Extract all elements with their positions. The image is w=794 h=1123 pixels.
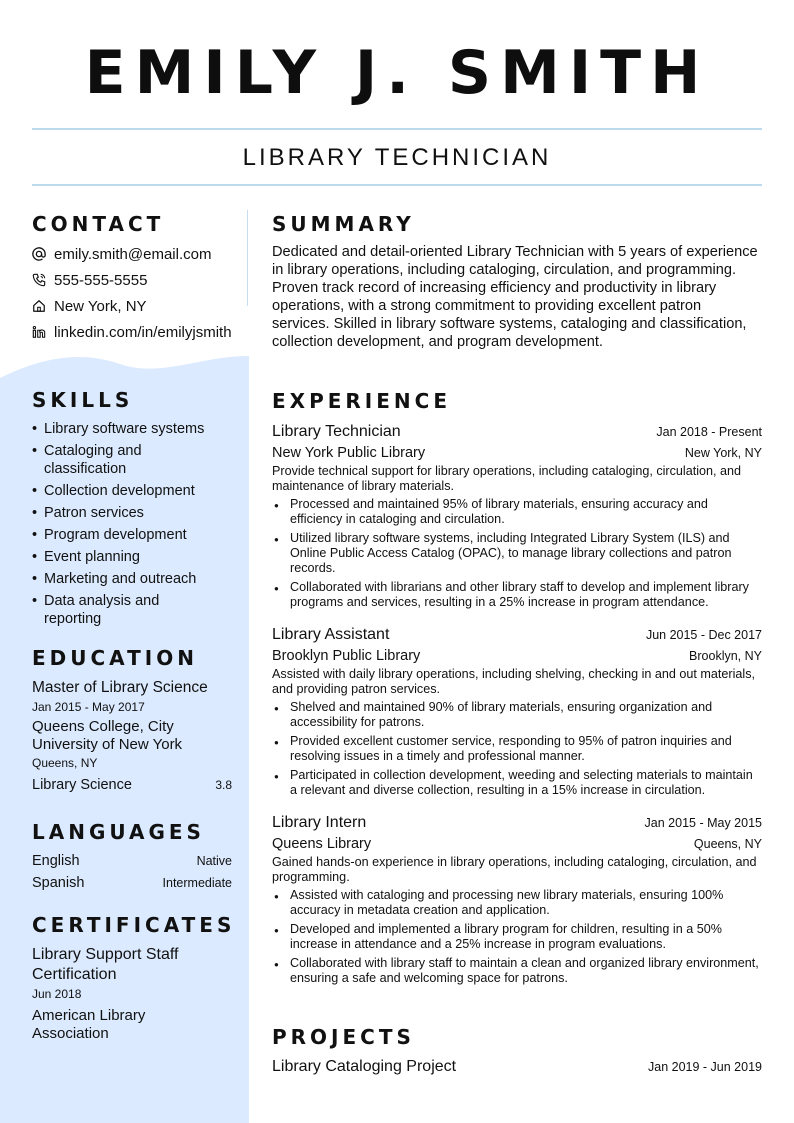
skill-item: • Cataloging and classification (32, 442, 182, 478)
skill-item: • Marketing and outreach (32, 570, 232, 588)
certificate-name: Library Support Staff Certification (32, 946, 179, 983)
job-entry (272, 626, 762, 798)
summary-heading: SUMMARY (272, 212, 415, 236)
job-bullet: ● Utilized library software systems, including Integrated Library System (ILS) and Online Public Access Catalog (OPAC), to manage library collections and patron records. (272, 531, 762, 576)
job-dates: Jun 2015 - Dec 2017 (645, 628, 762, 642)
language-row (32, 872, 232, 894)
job-role: Library Technician (272, 423, 401, 440)
languages-section (32, 820, 232, 894)
education-section (32, 646, 232, 794)
job-location: New York, NY (684, 446, 762, 460)
language-name: Spanish (32, 875, 85, 891)
job-org-row (272, 445, 762, 461)
skill-item: • Collection development (32, 482, 232, 500)
education-field: Library Science (32, 777, 132, 793)
contact-linkedin[interactable] (32, 319, 232, 345)
phone-icon (32, 273, 54, 287)
job-description: Assisted with daily library operations, including shelving, checking in and out materials, and providing patron services. (272, 667, 756, 696)
job-bullet: ● Provided excellent customer service, responding to 95% of patron inquiries and resolving issues in a timely and professional manner. (272, 734, 762, 764)
candidate-name: EMILY J. SMITH (84, 38, 710, 108)
education-degree: Master of Library Science (32, 679, 208, 696)
contact-email[interactable] (32, 241, 232, 267)
education-field-row (32, 776, 232, 794)
education-school: Queens College, City University of New York (32, 718, 183, 753)
contact-linkedin-text: linkedin.com/in/emilyjsmith (54, 323, 232, 341)
job-org-row (272, 836, 762, 852)
job-header (272, 814, 762, 832)
job-location: Brooklyn, NY (689, 649, 762, 663)
certificates-heading: CERTIFICATES (32, 913, 236, 937)
contact-section (32, 212, 232, 345)
job-bullet: ● Collaborated with library staff to maintain a clean and organized library environment, ensuring a safe and welcoming space for patrons. (272, 956, 762, 986)
language-level: Intermediate (162, 876, 232, 890)
skill-item: • Library software systems (32, 420, 232, 438)
contact-divider (247, 210, 248, 306)
job-location: Queens, NY (693, 837, 762, 851)
experience-heading: EXPERIENCE (272, 389, 451, 413)
job-org-row (272, 648, 762, 664)
header-bottom-rule (32, 184, 762, 186)
certificate-date: Jun 2018 (32, 987, 82, 1001)
education-gpa: 3.8 (215, 778, 232, 792)
contact-phone[interactable] (32, 267, 232, 293)
language-row (32, 850, 232, 872)
job-entry (272, 814, 762, 986)
job-header (272, 423, 762, 441)
skills-section (32, 388, 232, 632)
job-description: Gained hands-on experience in library operations, including cataloging, circulation, and programming. (272, 855, 757, 884)
contact-location-text: New York, NY (54, 297, 147, 315)
education-location: Queens, NY (32, 756, 98, 770)
job-role: Library Assistant (272, 626, 390, 643)
education-heading: EDUCATION (32, 646, 198, 670)
project-row (272, 1058, 762, 1076)
job-org: Brooklyn Public Library (272, 648, 421, 664)
project-dates: Jan 2019 - Jun 2019 (648, 1060, 762, 1074)
skill-item: • Data analysis and reporting (32, 592, 182, 628)
at-icon (32, 247, 54, 261)
job-bullet: ● Developed and implemented a library program for children, resulting in a 50% increase in attendance and a 25% increase in program evaluations. (272, 922, 762, 952)
certificates-section (32, 913, 236, 1043)
summary-section (272, 212, 762, 351)
projects-heading: PROJECTS (272, 1025, 415, 1049)
summary-text: Dedicated and detail-oriented Library Technician with 5 years of experience in library operations, including cataloging, circulation, and programming. Proven track record of increasing efficiency and productivity in library operations, with a strong commitment to providing excellent patron services. Skilled in library software systems, cataloging and classification, collection development, and program development. (272, 244, 758, 350)
languages-heading: LANGUAGES (32, 820, 205, 844)
job-dates: Jan 2018 - Present (656, 425, 762, 439)
contact-phone-text: 555-555-5555 (54, 271, 148, 289)
job-dates: Jan 2015 - May 2015 (644, 816, 762, 830)
job-bullet: ● Shelved and maintained 90% of library materials, ensuring organization and accessibility for patrons. (272, 700, 762, 730)
job-bullet: ● Processed and maintained 95% of library materials, ensuring accuracy and efficiency in cataloging and circulation. (272, 497, 762, 527)
skill-item: • Event planning (32, 548, 232, 566)
skills-heading: SKILLS (32, 388, 134, 412)
job-role: Library Intern (272, 814, 367, 831)
project-name: Library Cataloging Project (272, 1058, 457, 1075)
header-top-rule (32, 128, 762, 130)
home-icon (32, 299, 54, 313)
job-org: New York Public Library (272, 445, 426, 461)
job-bullet: ● Collaborated with librarians and other library staff to develop and implement library programs and services, resulting in a 25% increase in program attendance. (272, 580, 762, 610)
contact-location (32, 293, 232, 319)
job-bullet: ● Participated in collection development, weeding and selecting materials to maintain a relevant and diverse collection, resulting in a 15% increase in circulation. (272, 768, 762, 798)
projects-section (272, 1025, 762, 1076)
job-description: Provide technical support for library operations, including cataloging, circulation, and maintenance of library materials. (272, 464, 742, 493)
contact-email-text: emily.smith@email.com (54, 245, 212, 263)
job-title: LIBRARY TECHNICIAN (242, 144, 552, 171)
language-name: English (32, 853, 80, 869)
language-level: Native (196, 854, 232, 868)
job-bullet: ● Assisted with cataloging and processing new library materials, ensuring 100% accuracy in metadata creation and application. (272, 888, 762, 918)
contact-heading: CONTACT (32, 212, 165, 236)
linkedin-icon (32, 325, 54, 339)
job-header (272, 626, 762, 644)
certificate-issuer: American Library Association (32, 1007, 146, 1042)
skill-item: • Patron services (32, 504, 232, 522)
education-dates: Jan 2015 - May 2017 (32, 700, 145, 714)
job-org: Queens Library (272, 836, 372, 852)
skill-item: • Program development (32, 526, 232, 544)
job-entry (272, 423, 762, 610)
experience-section (272, 389, 762, 990)
